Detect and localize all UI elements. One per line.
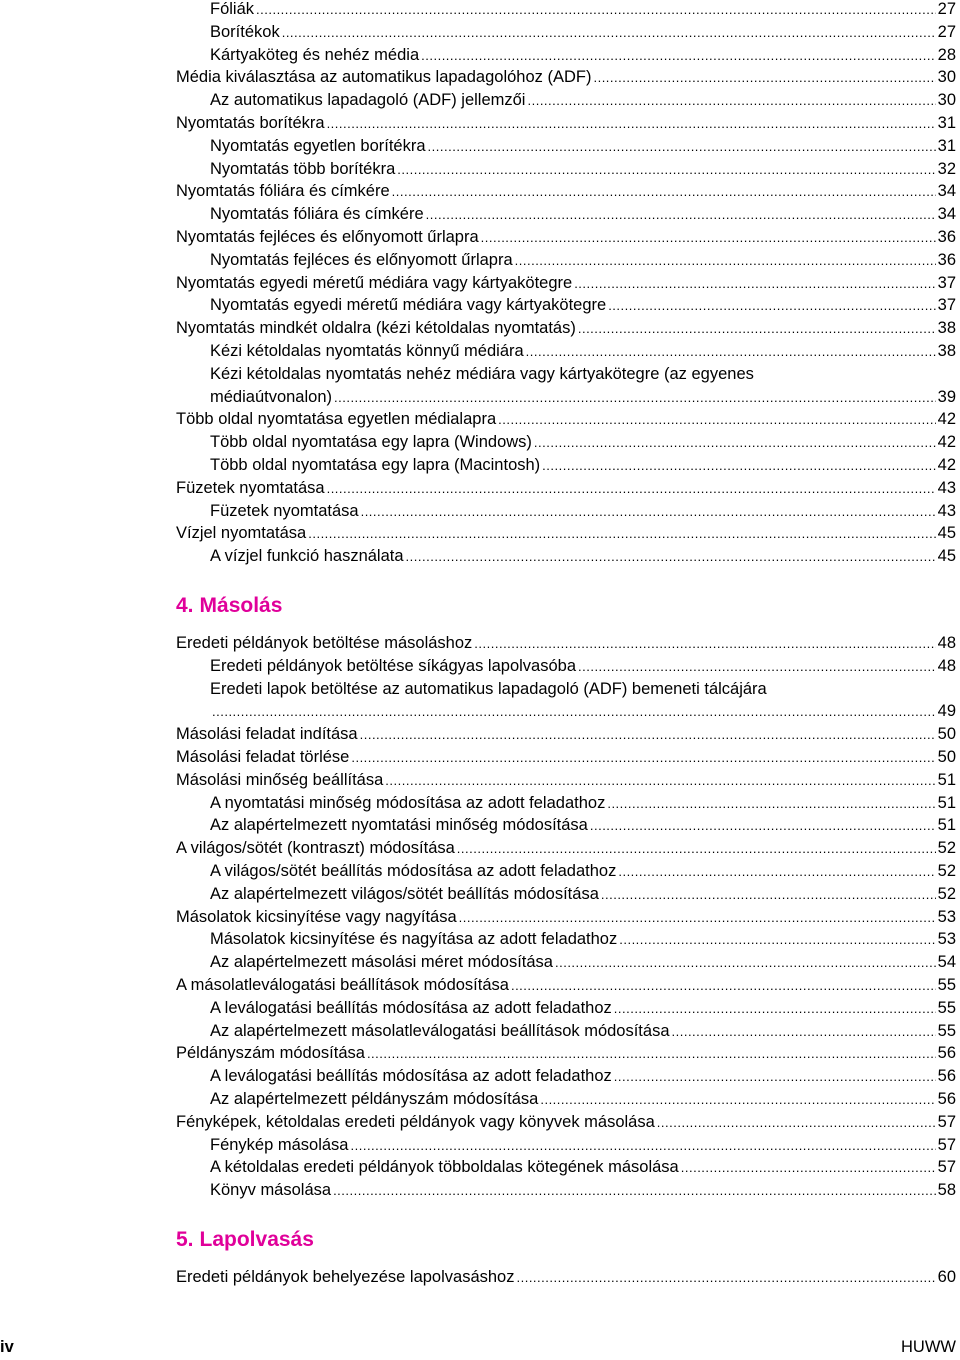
toc-entry-page: 58	[937, 1181, 956, 1200]
toc-entry-page: 49	[937, 702, 956, 721]
toc-entry-page: 39	[937, 387, 956, 406]
toc-entry-title[interactable]: Eredeti lapok betöltése az automatikus lapadagoló (ADF) bemeneti tálcájára	[210, 679, 767, 698]
chapter-number: 5.	[176, 1228, 194, 1251]
toc-entry-page: 31	[937, 136, 956, 155]
dot-leader	[360, 724, 936, 746]
toc-entry-title: Nyomtatás egyedi méretű médiára vagy kártyakötegre	[210, 296, 607, 315]
dot-leader	[574, 273, 935, 295]
toc-entry-page: 57	[937, 1112, 956, 1131]
footer-code: HUWW	[901, 1338, 956, 1356]
toc-entry-title: A kétoldalas eredeti példányok többoldalas kötegének másolása	[210, 1158, 679, 1177]
toc-entry-title: Vízjel nyomtatása	[176, 524, 307, 543]
toc-entry-page: 53	[937, 907, 956, 926]
toc-entry[interactable]	[210, 500, 956, 522]
toc-entry-page: 38	[937, 319, 956, 338]
toc-entry-page: 55	[937, 1021, 956, 1040]
dot-leader	[351, 1135, 936, 1157]
dot-leader	[607, 793, 935, 815]
toc-entry-page: 52	[937, 862, 956, 880]
toc-entry[interactable]	[210, 792, 956, 814]
toc-entry-page: 34	[937, 205, 956, 224]
toc-entry-title: A világos/sötét beállítás módosítása az adott feladathoz	[210, 862, 617, 880]
toc-entry-page: 30	[937, 68, 956, 87]
toc-entry-page: 56	[937, 1067, 956, 1086]
dot-leader	[457, 838, 936, 860]
toc-entry[interactable]	[210, 44, 956, 66]
toc-entry-title: Az alapértelmezett nyomtatási minőség módosítása	[210, 816, 588, 835]
toc-entry-title: Az automatikus lapadagoló (ADF) jellemzői	[210, 91, 526, 110]
toc-entry-page: 42	[937, 410, 956, 429]
toc-entry-page: 53	[937, 930, 956, 949]
dot-leader	[256, 0, 936, 21]
toc-entry-page: 36	[937, 250, 956, 269]
toc-entry[interactable]	[210, 883, 956, 905]
toc-entry[interactable]	[210, 928, 956, 950]
toc-entry-title: A másolatleválogatási beállítások módosítása	[176, 976, 509, 994]
toc-entry[interactable]	[210, 21, 956, 43]
toc-entry-title: Másolatok kicsinyítése és nagyítása az adott feladathoz	[210, 930, 618, 949]
toc-entry-title: Több oldal nyomtatása egyetlen médialapra	[176, 410, 497, 429]
dot-leader	[428, 136, 936, 158]
toc-entry-page: 51	[937, 816, 956, 835]
toc-entry[interactable]	[210, 386, 956, 408]
toc-entry[interactable]	[176, 408, 956, 430]
toc-entry-title: Eredeti példányok behelyezése lapolvasáshoz	[176, 1268, 515, 1286]
toc-entry[interactable]	[210, 814, 956, 836]
dot-leader	[212, 701, 936, 723]
dot-leader	[614, 998, 936, 1020]
toc-entry-title: Eredeti példányok betöltése síkágyas lapolvasóba	[210, 656, 576, 675]
toc-entry-title: Fóliák	[210, 0, 255, 18]
toc-entry[interactable]	[176, 317, 956, 339]
toc-entry-title: Másolatok kicsinyítése vagy nagyítása	[176, 907, 457, 926]
toc-entry-title: Nyomtatás mindkét oldalra (kézi kétoldalas nyomtatás)	[176, 319, 576, 338]
toc-entry-title: Az alapértelmezett példányszám módosítása	[210, 1090, 539, 1108]
toc-entry[interactable]	[210, 294, 956, 316]
dot-leader	[527, 90, 935, 112]
toc-entry-page: 37	[937, 296, 956, 315]
dot-leader	[608, 295, 935, 317]
toc-entry[interactable]	[210, 1134, 956, 1156]
dot-leader	[526, 341, 936, 363]
toc-entry[interactable]	[210, 951, 956, 973]
dot-leader	[421, 45, 936, 67]
dot-leader	[481, 227, 936, 249]
dot-leader	[540, 1089, 935, 1111]
toc-entry[interactable]	[176, 112, 956, 134]
toc-entry-title: Másolási feladat törlése	[176, 748, 350, 766]
toc-entry-page: 42	[937, 456, 956, 474]
toc-entry-page: 55	[937, 976, 956, 994]
toc-entry-title: Nyomtatás borítékra	[176, 114, 325, 132]
toc-entry-page: 31	[937, 114, 956, 132]
dot-leader	[681, 1157, 936, 1179]
toc-entry[interactable]	[210, 135, 956, 157]
toc-entry[interactable]	[176, 226, 956, 248]
toc-entry-title: A világos/sötét (kontraszt) módosítása	[176, 839, 455, 858]
dot-leader	[397, 159, 935, 181]
dot-leader	[385, 770, 935, 792]
toc-entry[interactable]	[176, 906, 956, 928]
dot-leader	[308, 523, 935, 545]
toc-entry-title: Több oldal nyomtatása egy lapra (Macintosh)	[210, 456, 541, 474]
chapter-heading[interactable]	[176, 592, 282, 620]
dot-leader	[351, 747, 935, 769]
toc-entry-page: 52	[937, 884, 956, 903]
toc-entry-page: 57	[937, 1135, 956, 1154]
toc-entry-page: 57	[937, 1158, 956, 1177]
toc-entry-title: Nyomtatás fóliára és címkére	[176, 182, 390, 201]
toc-entry[interactable]	[210, 249, 956, 271]
dot-leader	[614, 1066, 936, 1088]
toc-entry-page: 48	[937, 634, 956, 652]
dot-leader	[590, 815, 936, 837]
toc-entry[interactable]	[210, 0, 956, 20]
toc-entry[interactable]	[210, 655, 956, 677]
toc-entry[interactable]	[176, 1266, 956, 1288]
toc-entry[interactable]	[210, 1065, 956, 1087]
toc-entry-title: A leválogatási beállítás módosítása az adott feladathoz	[210, 998, 612, 1017]
toc-entry-page: 54	[937, 953, 956, 972]
toc-entry-page: 28	[937, 45, 956, 64]
dot-leader	[555, 952, 936, 974]
toc-entry-title: Könyv másolása	[210, 1181, 332, 1200]
dot-leader	[511, 975, 936, 997]
toc-entry[interactable]	[176, 723, 956, 745]
toc-entry-title: Fényképek, kétoldalas eredeti példányok vagy könyvek másolása	[176, 1112, 655, 1131]
chapter-number: 4.	[176, 594, 194, 617]
toc-entry-title[interactable]: Kézi kétoldalas nyomtatás nehéz médiára vagy kártyakötegre (az egyenes	[210, 364, 754, 383]
toc-entry[interactable]	[210, 1156, 956, 1178]
toc-entry-page: 56	[937, 1044, 956, 1063]
toc-entry-page: 43	[937, 478, 956, 497]
toc-entry-page: 30	[937, 91, 956, 110]
toc-entry[interactable]	[210, 431, 956, 453]
toc-entry-title: Nyomtatás egyetlen borítékra	[210, 136, 426, 155]
toc-entry[interactable]	[176, 180, 956, 202]
toc-entry-title-continuation: médiaútvonalon)	[210, 387, 332, 406]
toc-entry-page: 34	[937, 182, 956, 201]
toc-entry-page: 37	[937, 273, 956, 292]
toc-entry-page: 45	[937, 547, 956, 566]
dot-leader	[361, 501, 936, 523]
page-number: iv	[0, 1338, 14, 1356]
dot-leader	[516, 1267, 935, 1289]
toc-entry-title: Nyomtatás fejléces és előnyomott űrlapra	[210, 250, 513, 269]
toc-entry[interactable]	[176, 522, 956, 544]
toc-entry-page: 60	[937, 1268, 956, 1286]
toc-entry-title: Nyomtatás fejléces és előnyomott űrlapra	[176, 228, 479, 246]
dot-leader	[657, 1112, 936, 1134]
toc-entry-title: Média kiválasztása az automatikus lapadagolóhoz (ADF)	[176, 68, 592, 87]
toc-entry[interactable]	[176, 1042, 956, 1064]
toc-entry-page: 51	[937, 770, 956, 789]
dot-leader	[619, 929, 935, 951]
dot-leader	[542, 455, 935, 477]
dot-leader	[333, 1180, 936, 1202]
dot-leader	[515, 250, 936, 272]
toc-entry-title: Borítékok	[210, 22, 280, 41]
toc-entry[interactable]	[210, 545, 956, 567]
toc-entry[interactable]	[176, 272, 956, 294]
toc-entry-title: Füzetek nyomtatása	[176, 478, 325, 497]
dot-leader	[406, 546, 936, 568]
toc-entry[interactable]	[210, 1179, 956, 1201]
toc-entry-title: Nyomtatás fóliára és címkére	[210, 205, 424, 224]
toc-entry[interactable]	[210, 997, 956, 1019]
toc-entry[interactable]	[176, 746, 956, 768]
dot-leader	[327, 478, 936, 500]
toc-entry-page: 27	[937, 22, 956, 41]
toc-entry-title: Az alapértelmezett másolatleválogatási beállítások módosítása	[210, 1021, 670, 1040]
dot-leader	[392, 181, 936, 203]
toc-entry[interactable]	[176, 66, 956, 88]
toc-entry-page: 56	[937, 1090, 956, 1108]
toc-entry[interactable]	[210, 860, 956, 882]
toc-entry-title: Másolási feladat indítása	[176, 725, 358, 744]
dot-leader	[282, 22, 936, 44]
toc-entry[interactable]	[176, 477, 956, 499]
dot-leader	[534, 432, 936, 454]
toc-entry[interactable]	[210, 700, 956, 722]
dot-leader	[593, 67, 935, 89]
toc-entry[interactable]	[210, 1020, 956, 1042]
toc-entry-page: 50	[937, 725, 956, 744]
toc-entry-title: Nyomtatás több borítékra	[210, 159, 396, 178]
toc-entry-title: Kézi kétoldalas nyomtatás könnyű médiára	[210, 342, 524, 360]
toc-entry-page: 50	[937, 748, 956, 766]
toc-entry[interactable]	[176, 1111, 956, 1133]
toc-entry-page: 36	[937, 228, 956, 246]
dot-leader	[327, 113, 936, 135]
toc-entry-page: 52	[937, 839, 956, 858]
toc-entry-page: 38	[937, 342, 956, 360]
dot-leader	[474, 633, 935, 655]
toc-entry-title: Kártyaköteg és nehéz média	[210, 45, 420, 64]
toc-entry-page: 51	[937, 793, 956, 812]
dot-leader	[578, 656, 936, 678]
dot-leader	[618, 861, 935, 883]
toc-entry-title: Példányszám módosítása	[176, 1044, 365, 1063]
toc-entry[interactable]	[210, 454, 956, 476]
dot-leader	[367, 1043, 936, 1065]
toc-entry-title: Eredeti példányok betöltése másoláshoz	[176, 634, 473, 652]
toc-entry[interactable]	[176, 837, 956, 859]
toc-entry-title: Több oldal nyomtatása egy lapra (Windows)	[210, 433, 532, 452]
toc-entry-title: Nyomtatás egyedi méretű médiára vagy kártyakötegre	[176, 273, 573, 292]
dot-leader	[578, 318, 936, 340]
chapter-title: Lapolvasás	[199, 1228, 314, 1251]
toc-entry[interactable]	[176, 769, 956, 791]
chapter-title: Másolás	[199, 594, 283, 617]
toc-entry-title: A nyomtatási minőség módosítása az adott feladathoz	[210, 793, 606, 812]
dot-leader	[672, 1021, 936, 1043]
toc-entry-page: 45	[937, 524, 956, 543]
toc-entry-page: 55	[937, 998, 956, 1017]
toc-entry-page: 32	[937, 159, 956, 178]
toc-entry-title: Fénykép másolása	[210, 1135, 349, 1154]
toc-entry[interactable]	[210, 340, 956, 362]
toc-entry[interactable]	[210, 89, 956, 111]
toc-entry[interactable]	[210, 1088, 956, 1110]
toc-entry-title: Másolási minőség beállítása	[176, 770, 384, 789]
toc-entry-page: 27	[937, 0, 956, 18]
toc-entry[interactable]	[210, 203, 956, 225]
dot-leader	[459, 907, 936, 929]
dot-leader	[601, 884, 936, 906]
toc-entry-title: Az alapértelmezett másolási méret módosítása	[210, 953, 553, 972]
toc-entry-title: A leválogatási beállítás módosítása az adott feladathoz	[210, 1067, 612, 1086]
toc-entry-title: Füzetek nyomtatása	[210, 501, 359, 520]
dot-leader	[426, 204, 936, 226]
dot-leader	[498, 409, 936, 431]
toc-entry-page: 48	[937, 656, 956, 675]
toc-entry-page: 43	[937, 501, 956, 520]
toc-entry[interactable]	[176, 632, 956, 654]
toc-entry[interactable]	[210, 158, 956, 180]
dot-leader	[334, 387, 936, 409]
toc-entry[interactable]	[176, 974, 956, 996]
chapter-heading[interactable]	[176, 1226, 314, 1254]
toc-entry-title: A vízjel funkció használata	[210, 547, 404, 566]
toc-entry-title: Az alapértelmezett világos/sötét beállítás módosítása	[210, 884, 599, 903]
toc-entry-page: 42	[937, 433, 956, 452]
